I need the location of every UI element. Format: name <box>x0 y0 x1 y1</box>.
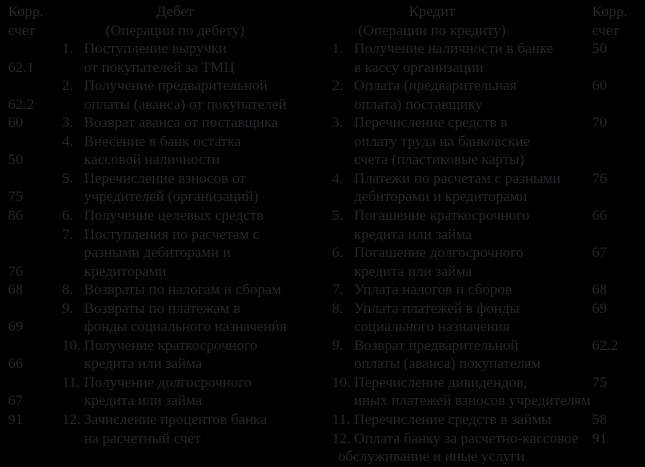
credit-operation-line <box>324 392 591 411</box>
debit-item-number: 5. <box>62 170 74 187</box>
left-account-code: 67 <box>8 393 23 410</box>
debit-operation-line <box>58 40 324 59</box>
debit-operation-line <box>58 263 324 282</box>
left-account-code: 66 <box>8 356 23 373</box>
debit-item-text: Возвраты по налогам и сборам <box>84 282 282 299</box>
left-account-code <box>0 170 58 189</box>
credit-operation-line <box>324 40 582 59</box>
debit-item-text: Поступление выручки <box>84 41 227 58</box>
debit-item-text: на расчетный счет <box>84 430 201 447</box>
credit-item-text: Уплата налогов и сборов <box>354 282 512 299</box>
table-line <box>0 40 645 59</box>
credit-operation-line <box>324 77 582 96</box>
right-account-code <box>582 188 645 207</box>
debit-item-text: Зачисление процентов банка <box>84 412 267 429</box>
credit-item-text: иных платежей взносов учредителям <box>354 393 591 410</box>
left-corr-account-header: Корр. <box>8 4 44 20</box>
table-line <box>0 207 645 226</box>
left-account-code <box>0 133 58 152</box>
debit-item-text: Перечисление взносов от <box>84 170 246 187</box>
credit-item-number: 3. <box>332 115 344 132</box>
debit-column-subheader: (Операции по дебету) <box>105 22 245 39</box>
credit-operation-line <box>324 281 582 300</box>
table-line <box>0 133 645 152</box>
credit-item-number: 4. <box>332 170 344 187</box>
debit-item-text: кассовой наличности <box>84 152 220 169</box>
credit-item-text: счета (пластиковые карты) <box>354 152 525 169</box>
right-account-code: 58 <box>592 412 607 429</box>
left-account-code: 68 <box>8 282 23 299</box>
credit-operation-line <box>324 188 582 207</box>
debit-operation-line <box>58 337 324 356</box>
left-account-code <box>0 337 58 356</box>
credit-item-text: Уплата платежей в фонды <box>354 300 520 317</box>
debit-item-number: 9. <box>62 300 74 317</box>
right-account-code: 91 <box>592 430 607 447</box>
debit-item-number: 11. <box>62 374 81 391</box>
credit-item-text: оплата) поставщику <box>354 96 483 113</box>
left-corr-account-header-subline: счет <box>8 22 36 39</box>
left-account-code: 76 <box>8 263 23 280</box>
debit-item-text: Получение долгосрочного <box>84 374 252 391</box>
credit-item-text: социального назначения <box>354 319 510 336</box>
debit-item-text: Возвраты по платежам в <box>84 300 241 317</box>
debit-item-number: 12. <box>62 412 81 429</box>
debit-item-text: кредита или займа <box>84 393 203 410</box>
left-account-code: 62.2 <box>8 96 35 113</box>
credit-item-text: обслуживание и иные услуги <box>338 449 525 466</box>
credit-item-text: Платежи по расчетам с разными <box>354 170 561 187</box>
table-line <box>0 281 645 300</box>
debit-item-text: фонды социального назначения <box>84 319 287 336</box>
debit-operation-line <box>58 392 324 411</box>
debit-operation-line <box>58 355 324 374</box>
debit-operation-line <box>58 318 324 337</box>
right-corr-account-header: Корр. <box>592 4 628 20</box>
debit-operation-line <box>58 188 324 207</box>
debit-column-header: Дебет <box>156 4 194 20</box>
table-line <box>0 170 645 189</box>
debit-operation-line <box>58 411 324 430</box>
debit-item-text: учредителей (организаций) <box>84 189 259 206</box>
credit-item-text: оплаты (аванса) покупателям <box>354 356 541 373</box>
left-account-code <box>0 300 58 319</box>
credit-item-number: 12. <box>332 430 351 447</box>
debit-item-number: 3. <box>62 115 74 132</box>
credit-column-header: Кредит <box>408 4 456 20</box>
table-line <box>0 77 645 96</box>
credit-operation-line <box>324 263 582 282</box>
credit-operation-line <box>324 374 582 393</box>
credit-operation-line <box>324 244 582 263</box>
table-line <box>0 448 645 467</box>
credit-operation-line <box>324 226 582 245</box>
table-line <box>0 300 645 319</box>
credit-item-text: Погашение долгосрочного <box>354 245 524 262</box>
left-account-code: 50 <box>8 152 23 169</box>
table-line <box>0 337 645 356</box>
credit-operation-line <box>324 300 582 319</box>
credit-operation-line <box>324 448 582 467</box>
left-account-code: 75 <box>8 189 23 206</box>
credit-item-text: Погашение краткосрочного <box>354 208 530 225</box>
credit-operation-line <box>324 133 582 152</box>
debit-item-number: 7. <box>62 226 74 243</box>
right-account-code: 69 <box>592 300 607 317</box>
credit-operation-line <box>324 114 582 133</box>
debit-operation-line <box>58 226 324 245</box>
credit-item-number: 5. <box>332 208 344 225</box>
right-account-code: 66 <box>592 208 607 225</box>
credit-item-text: Перечисление средств в <box>354 115 508 132</box>
credit-operation-line <box>324 337 582 356</box>
right-account-code <box>582 392 645 411</box>
debit-item-text: Поступления по расчетам с <box>84 226 260 243</box>
debit-item-number: 8. <box>62 282 74 299</box>
credit-item-text: оплату труда на банковские <box>354 133 530 150</box>
table-line <box>0 226 645 245</box>
debit-operation-line <box>58 77 324 96</box>
right-account-code: 50 <box>592 41 607 58</box>
right-account-code: 70 <box>592 115 607 132</box>
debit-operation-line <box>58 448 324 467</box>
debit-operation-line <box>58 151 324 170</box>
right-account-code <box>582 448 645 467</box>
table-line <box>0 392 645 411</box>
credit-operation-line <box>324 151 582 170</box>
debit-operation-line <box>58 430 324 449</box>
debit-operation-line <box>58 170 324 189</box>
credit-item-number: 11. <box>332 412 351 429</box>
left-account-code: 91 <box>8 412 23 429</box>
credit-item-text: дебиторами и кредиторами <box>354 189 528 206</box>
debit-operation-line <box>58 244 324 263</box>
credit-item-number: 10. <box>332 374 351 391</box>
debit-operation-line <box>58 281 324 300</box>
credit-item-number: 2. <box>332 78 344 95</box>
debit-item-text: Возврат аванса от поставщика <box>84 115 279 132</box>
table-line <box>0 430 645 449</box>
right-account-code <box>582 355 645 374</box>
debit-item-number: 6. <box>62 208 74 225</box>
credit-item-text: Перечисление дивидендов, <box>354 374 528 391</box>
debit-operation-line <box>58 300 324 319</box>
debit-operation-line <box>58 374 324 393</box>
left-account-code <box>0 40 58 59</box>
right-corr-account-header-subline: счет <box>592 22 620 39</box>
credit-operation-line <box>324 411 582 430</box>
debit-item-text: Внесение в банк остатка <box>84 133 242 150</box>
right-account-code: 62.2 <box>592 337 619 354</box>
credit-operation-line <box>324 207 582 226</box>
left-account-code: 60 <box>8 115 23 132</box>
table-line <box>0 411 645 430</box>
credit-item-text: Возврат предварительной <box>354 337 519 354</box>
table-line <box>0 318 645 337</box>
credit-item-number: 9. <box>332 337 344 354</box>
left-account-code <box>0 77 58 96</box>
credit-item-text: Оплата (предварительная <box>354 78 517 95</box>
right-account-code <box>582 151 645 170</box>
table-line <box>0 188 645 207</box>
credit-operation-line <box>324 96 582 115</box>
left-account-code: 62.1 <box>8 59 35 76</box>
credit-operation-line <box>324 59 582 78</box>
credit-item-text: Перечисление средств в займы <box>354 412 552 429</box>
credit-item-text: кредита или займа <box>354 226 473 243</box>
credit-item-text: в кассу организации <box>354 59 484 76</box>
table-line <box>0 151 645 170</box>
right-account-code: 67 <box>592 245 607 262</box>
right-account-code <box>582 133 645 152</box>
credit-item-number: 1. <box>332 41 344 58</box>
left-account-code: 69 <box>8 319 23 336</box>
credit-operation-line <box>324 170 582 189</box>
credit-operation-line <box>324 430 582 449</box>
debit-operation-line <box>58 59 324 78</box>
right-account-code: 76 <box>592 170 607 187</box>
debit-operation-line <box>58 114 324 133</box>
debit-item-text: Получение краткосрочного <box>84 337 258 354</box>
left-account-code <box>0 226 58 245</box>
table-header-row-1 <box>0 3 645 22</box>
debit-item-text: от покупателей за ТМЦ <box>84 59 235 76</box>
left-account-code: 86 <box>8 208 23 225</box>
right-account-code <box>582 263 645 282</box>
debit-item-text: кредита или займа <box>84 356 203 373</box>
credit-item-text: Получение наличности в банке <box>354 41 554 58</box>
table-line <box>0 59 645 78</box>
credit-item-number: 6. <box>332 245 344 262</box>
table-line <box>0 263 645 282</box>
credit-item-text: Оплата банку за расчетно-кассовое <box>354 430 579 447</box>
table-line <box>0 355 645 374</box>
left-account-code <box>0 448 58 467</box>
right-account-code: 68 <box>592 282 607 299</box>
credit-column-subheader: (Операции по кредиту) <box>358 22 506 39</box>
credit-item-text: кредита или займа <box>354 263 473 280</box>
debit-item-text: Получение предварительной <box>84 78 268 95</box>
debit-item-text: оплаты (аванса) от покупателей <box>84 96 287 113</box>
debit-item-number: 1. <box>62 41 74 58</box>
right-account-code <box>582 318 645 337</box>
right-account-code: 60 <box>592 78 607 95</box>
right-account-code <box>582 59 645 78</box>
table-line <box>0 244 645 263</box>
right-account-code <box>582 96 645 115</box>
debit-item-number: 10. <box>62 337 81 354</box>
table-line <box>0 374 645 393</box>
table-line <box>0 114 645 133</box>
credit-operation-line <box>324 318 582 337</box>
left-account-code <box>0 374 58 393</box>
debit-item-text: разными дебиторами и <box>84 245 231 262</box>
right-account-code <box>582 226 645 245</box>
left-account-code <box>0 430 58 449</box>
table-line <box>0 96 645 115</box>
debit-item-text: Получение целевых средств <box>84 208 264 225</box>
debit-operation-line <box>58 96 324 115</box>
debit-operation-line <box>58 207 324 226</box>
credit-item-number: 7. <box>332 282 344 299</box>
credit-item-number: 8. <box>332 300 344 317</box>
debit-item-number: 4. <box>62 133 74 150</box>
credit-operation-line <box>324 355 582 374</box>
table-body <box>0 40 645 467</box>
debit-item-text: кредиторами <box>84 263 167 280</box>
right-account-code: 75 <box>592 374 607 391</box>
debit-item-number: 2. <box>62 78 74 95</box>
debit-operation-line <box>58 133 324 152</box>
table-header-row-2 <box>0 22 645 41</box>
left-account-code <box>0 244 58 263</box>
